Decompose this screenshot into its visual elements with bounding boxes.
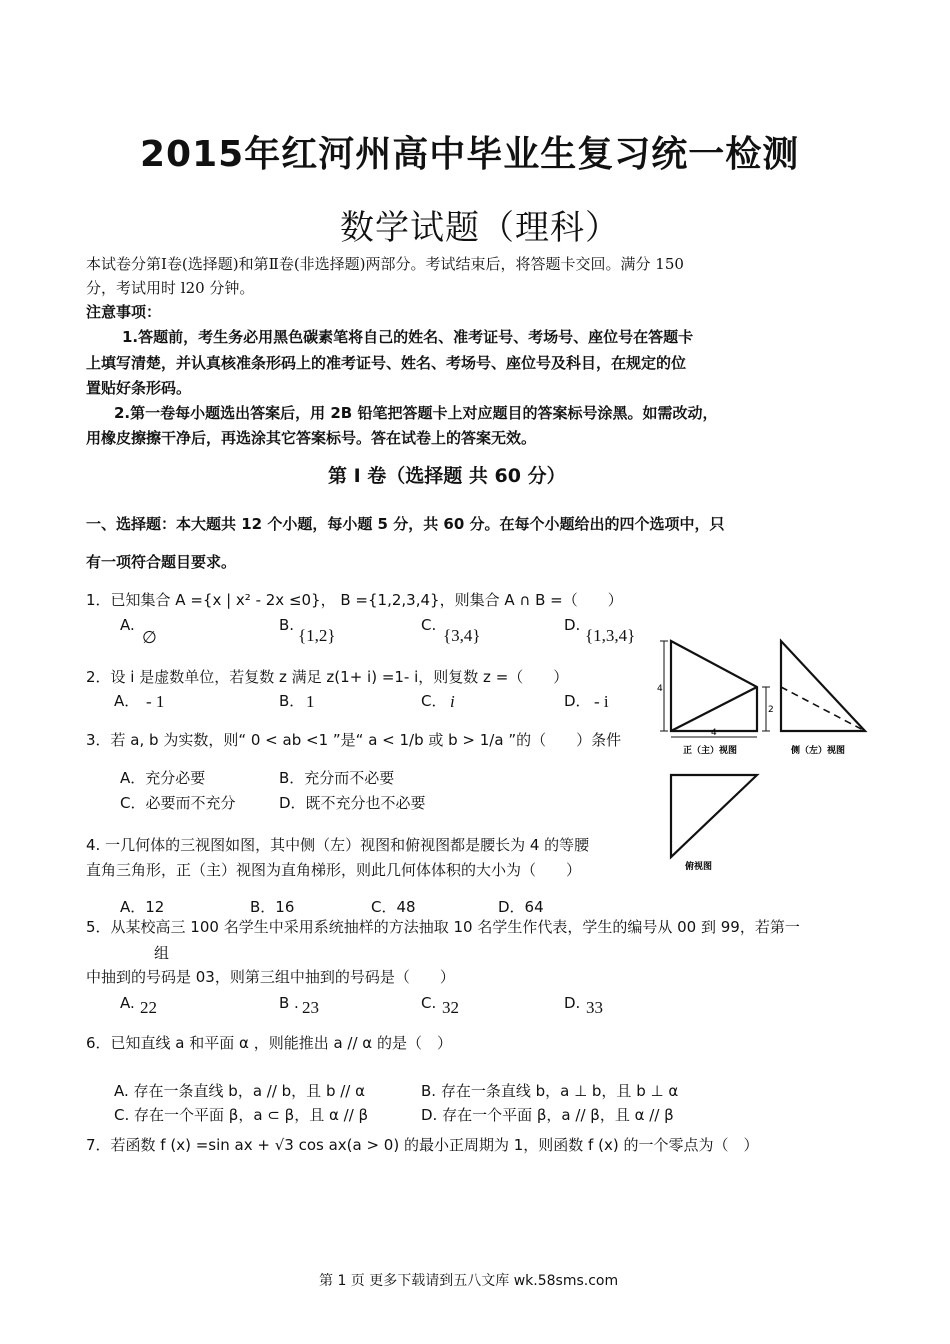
q5-option-d-value: 33 bbox=[586, 998, 603, 1017]
q4-option-a: A．12 bbox=[120, 898, 165, 916]
part-1-title: 第 I 卷（选择题 共 60 分） bbox=[328, 465, 566, 487]
q2-option-b-value: 1 bbox=[306, 692, 315, 711]
question-7-stem: 7．若函数 f (x) =sin ax + √3 cos ax(a > 0) 的最小正周期为 1，则函数 f (x) 的一个零点为（ ） bbox=[86, 1136, 759, 1154]
intro-line-2: 分，考试用时 l20 分钟。 bbox=[86, 279, 255, 297]
q5-option-d-label: D. bbox=[564, 994, 581, 1012]
q4-option-b: B．16 bbox=[250, 898, 295, 916]
part-1-instructions-line-1: 一、选择题：本大题共 12 个小题，每小题 5 分，共 60 分。在每个小题给出的四个选项中，只 bbox=[86, 515, 725, 533]
q2-option-b-label: B． bbox=[279, 692, 305, 710]
q5-option-a-label: A. bbox=[120, 994, 135, 1012]
q4-option-d: D．64 bbox=[498, 898, 544, 916]
q2-option-c-label: C． bbox=[421, 692, 447, 710]
q6-option-d: D. 存在一个平面 β，a // β，且 α // β bbox=[421, 1106, 674, 1124]
note-1-line-1: 1.答题前，考生务必用黑色碳素笔将自己的姓名、准考证号、考场号、座位号在答题卡 bbox=[122, 328, 694, 346]
question-4-line-2: 直角三角形，正（主）视图为直角梯形，则此几何体体积的大小为（ ） bbox=[86, 861, 582, 879]
q1-option-b-value: {1,2} bbox=[298, 626, 336, 645]
q2-option-d-value: - i bbox=[594, 692, 609, 711]
dim-width-label: 4 bbox=[711, 728, 717, 738]
side-view bbox=[781, 641, 865, 756]
q3-option-b: B．充分而不必要 bbox=[279, 769, 395, 787]
intro-line-1: 本试卷分第Ⅰ卷(选择题)和第Ⅱ卷(非选择题)两部分。考试结束后，将答题卡交回。满分 150 bbox=[86, 255, 684, 273]
question-5-line-1: 5．从某校高三 100 名学生中采用系统抽样的方法抽取 10 名学生作代表，学生的编号从 00 到 99，若第一 bbox=[86, 918, 800, 936]
q6-option-a: A. 存在一条直线 b，a // b，且 b // α bbox=[114, 1082, 366, 1100]
q1-option-a-label: A. bbox=[120, 616, 135, 634]
question-1-stem: 1．已知集合 A ={x | x² - 2x ≤0}， B ={1,2,3,4}，则集合 A ∩ B =（ ） bbox=[86, 591, 623, 609]
question-2-stem: 2．设 i 是虚数单位，若复数 z 满足 z(1+ i) =1- i，则复数 z =（ ） bbox=[86, 668, 569, 686]
top-view bbox=[671, 775, 757, 872]
q1-option-d-value: {1,3,4} bbox=[585, 626, 636, 645]
question-6-stem: 6．已知直线 a 和平面 α ，则能推出 a // α 的是（ ） bbox=[86, 1034, 452, 1052]
q5-option-b-value: 23 bbox=[302, 998, 319, 1017]
q3-option-d: D．既不充分也不必要 bbox=[279, 794, 426, 812]
q3-option-a: A．充分必要 bbox=[120, 769, 206, 787]
page-footer: 第 1 页 更多下载请到五八文库 wk.58sms.com bbox=[319, 1273, 619, 1289]
dim-right-label: 2 bbox=[768, 705, 774, 715]
q1-option-c-label: C. bbox=[421, 616, 437, 634]
dim-height-label: 4 bbox=[657, 684, 663, 694]
q2-option-d-label: D． bbox=[564, 692, 591, 710]
note-1-line-2: 上填写清楚，并认真核准条形码上的准考证号、姓名、考场号、座位号及科目，在规定的位 bbox=[86, 354, 687, 372]
q2-option-a-value: - 1 bbox=[146, 692, 165, 711]
note-2-line-1: 2.第一卷每小题选出答案后，用 2B 铅笔把答题卡上对应题目的答案标号涂黑。如需改动， bbox=[114, 404, 718, 422]
note-2-line-2: 用橡皮擦擦干净后，再选涂其它答案标号。答在试卷上的答案无效。 bbox=[86, 429, 537, 447]
front-view-label: 正（主）视图 bbox=[683, 746, 738, 756]
question-5-line-3: 中抽到的号码是 03，则第三组中抽到的号码是（ ） bbox=[86, 968, 455, 986]
page-title: 2015年红河州高中毕业生复习统一检测 bbox=[140, 134, 800, 175]
q5-option-c-value: 32 bbox=[442, 998, 459, 1017]
q1-option-a-value: ∅ bbox=[142, 628, 157, 647]
top-view-label: 俯视图 bbox=[685, 862, 713, 872]
q6-option-b: B. 存在一条直线 b，a ⊥ b，且 b ⊥ α bbox=[421, 1082, 679, 1100]
q6-option-c: C. 存在一个平面 β，a ⊂ β，且 α // β bbox=[114, 1106, 369, 1124]
notes-heading: 注意事项： bbox=[86, 303, 162, 321]
q2-option-c-value: i bbox=[450, 692, 455, 711]
page-subtitle: 数学试题（理科） bbox=[340, 208, 620, 248]
q1-option-b-label: B. bbox=[279, 616, 295, 634]
q1-option-c-value: {3,4} bbox=[443, 626, 481, 645]
note-1-line-3: 置贴好条形码。 bbox=[86, 379, 192, 397]
q1-option-d-label: D. bbox=[564, 616, 581, 634]
front-view bbox=[657, 641, 774, 756]
q5-option-b-label: B . bbox=[279, 994, 299, 1012]
q2-option-a-label: A． bbox=[114, 692, 140, 710]
question-3-stem: 3．若 a, b 为实数，则“ 0 < ab <1 ”是“ a < 1/b 或 b > 1/a ”的（ ）条件 bbox=[86, 731, 622, 749]
q3-option-c: C．必要而不充分 bbox=[120, 794, 236, 812]
part-1-instructions-line-2: 有一项符合题目要求。 bbox=[86, 553, 237, 571]
q5-option-c-label: C. bbox=[421, 994, 437, 1012]
q4-option-c: C．48 bbox=[371, 898, 416, 916]
three-view-figure bbox=[655, 635, 875, 875]
side-view-label: 侧（左）视图 bbox=[791, 746, 846, 756]
question-5-line-2: 组 bbox=[154, 944, 170, 962]
question-4-line-1: 4. 一几何体的三视图如图，其中侧（左）视图和俯视图都是腰长为 4 的等腰 bbox=[86, 836, 590, 854]
q5-option-a-value: 22 bbox=[140, 998, 157, 1017]
